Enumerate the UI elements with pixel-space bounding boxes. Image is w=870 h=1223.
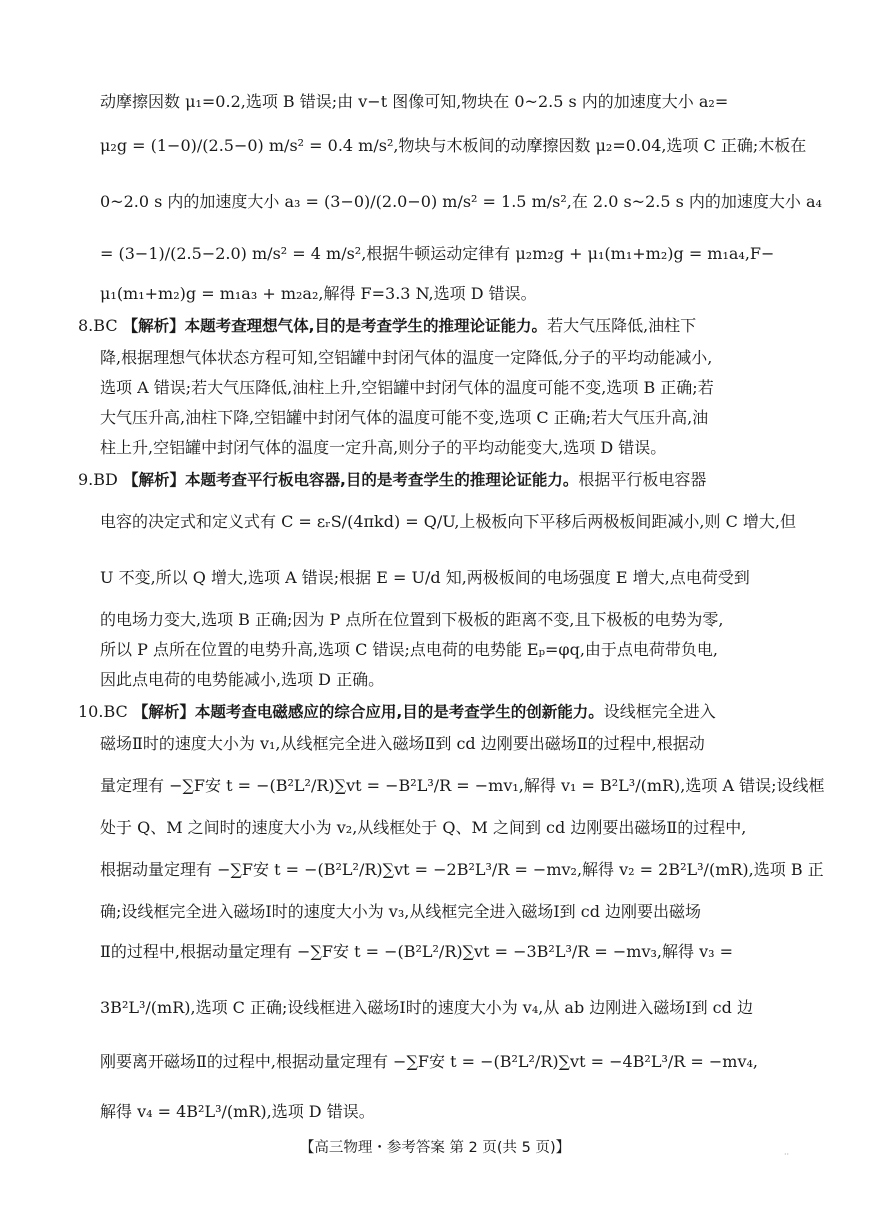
- q7-line-3: 0~2.0 s 内的加速度大小 a₃ = (3−0)/(2.0−0) m/s² = 1.5 m/s²,在 2.0 s~2.5 s 内的加速度大小 a₄: [100, 192, 822, 211]
- q8-line-2: 降,根据理想气体状态方程可知,空铝罐中封闭气体的温度一定降低,分子的平均动能减小,: [100, 348, 713, 367]
- q10-line-1-rest: 设线框完全进入: [603, 702, 716, 721]
- q8-answer: BC: [93, 316, 118, 335]
- q9-lead: 本题考查平行板电容器,目的是考查学生的推理论证能力。: [184, 471, 579, 489]
- q8-line-3: 选项 A 错误;若大气压降低,油柱上升,空铝罐中封闭气体的温度可能不变,选项 B 正确;若: [100, 378, 714, 397]
- q10-lead: 本题考查电磁感应的综合应用,目的是考查学生的创新能力。: [194, 703, 604, 721]
- q10-first-line: [78, 700, 798, 724]
- q10-line-2: 磁场Ⅱ时的速度大小为 v₁,从线框完全进入磁场Ⅱ到 cd 边刚要出磁场Ⅱ的过程中,根据动: [100, 734, 705, 753]
- q9-line-6: 因此点电荷的电势能减小,选项 D 正确。: [100, 670, 385, 689]
- q10-line-10: 解得 v₄ = 4B²L³/(mR),选项 D 错误。: [100, 1102, 375, 1121]
- q10-line-6: 确;设线框完全进入磁场Ⅰ时的速度大小为 v₃,从线框完全进入磁场Ⅰ到 cd 边刚要出磁场: [100, 902, 702, 921]
- q7-line-2: μ₂g = (1−0)/(2.5−0) m/s² = 0.4 m/s²,物块与木板间的动摩擦因数 μ₂=0.04,选项 C 正确;木板在: [100, 136, 807, 155]
- q8-tag: 【解析】: [122, 317, 185, 335]
- q8-number: 8.: [78, 316, 94, 335]
- q7-line-5: μ₁(m₁+m₂)g = m₁a₃ + m₂a₂,解得 F=3.3 N,选项 D 错误。: [100, 284, 537, 303]
- q10-line-8: 3B²L³/(mR),选项 C 正确;设线框进入磁场Ⅰ时的速度大小为 v₄,从 ab 边刚进入磁场Ⅰ到 cd 边: [100, 998, 753, 1017]
- q10-line-5: 根据动量定理有 −∑F安 t = −(B²L²/R)∑vt = −2B²L³/R = −mv₂,解得 v₂ = 2B²L³/(mR),选项 B 正: [100, 860, 824, 879]
- q9-tag: 【解析】: [122, 471, 185, 489]
- q10-answer: BC: [103, 702, 128, 721]
- corner-mark: ··: [784, 1150, 790, 1159]
- q9-number: 9.: [78, 470, 94, 489]
- q9-answer: BD: [93, 470, 118, 489]
- q8-line-5: 柱上升,空铝罐中封闭气体的温度一定升高,则分子的平均动能变大,选项 D 错误。: [100, 438, 667, 457]
- q9-line-1-rest: 根据平行板电容器: [578, 470, 707, 489]
- q10-line-7: Ⅱ的过程中,根据动量定理有 −∑F安 t = −(B²L²/R)∑vt = −3B²L³/R = −mv₃,解得 v₃ =: [100, 942, 734, 961]
- q9-first-line: [78, 468, 798, 492]
- q9-line-4: 的电场力变大,选项 B 正确;因为 P 点所在位置到下极板的距离不变,且下极板的电势为零,: [100, 610, 724, 629]
- q10-line-3: 量定理有 −∑F安 t = −(B²L²/R)∑vt = −B²L³/R = −mv₁,解得 v₁ = B²L³/(mR),选项 A 错误;设线框: [100, 776, 825, 795]
- q10-line-4: 处于 Q、M 之间时的速度大小为 v₂,从线框处于 Q、M 之间到 cd 边刚要出磁场Ⅱ的过程中,: [100, 818, 747, 837]
- q9-line-3: U 不变,所以 Q 增大,选项 A 错误;根据 E = U/d 知,两极板间的电场强度 E 增大,点电荷受到: [100, 568, 750, 587]
- q10-number: 10.: [78, 702, 104, 721]
- q7-line-4: = (3−1)/(2.5−2.0) m/s² = 4 m/s²,根据牛顿运动定律有 μ₂m₂g + μ₁(m₁+m₂)g = m₁a₄,F−: [100, 244, 775, 263]
- q8-line-1-rest: 若大气压降低,油柱下: [547, 316, 697, 335]
- q10-line-9: 刚要离开磁场Ⅱ的过程中,根据动量定理有 −∑F安 t = −(B²L²/R)∑vt = −4B²L³/R = −mv₄,: [100, 1052, 759, 1071]
- page-footer: 【高三物理・参考答案 第 2 页(共 5 页)】: [299, 1140, 571, 1156]
- q9-line-5: 所以 P 点所在位置的电势升高,选项 C 错误;点电荷的电势能 Eₚ=φq,由于点电荷带负电,: [100, 640, 719, 659]
- q10-tag: 【解析】: [132, 703, 195, 721]
- q7-line-1: 动摩擦因数 μ₁=0.2,选项 B 错误;由 v−t 图像可知,物块在 0~2.5 s 内的加速度大小 a₂=: [100, 92, 729, 111]
- q8-line-4: 大气压升高,油柱下降,空铝罐中封闭气体的温度可能不变,选项 C 正确;若大气压升高,油: [100, 408, 709, 427]
- q8-first-line: [78, 314, 798, 338]
- q8-lead: 本题考查理想气体,目的是考查学生的推理论证能力。: [184, 317, 548, 335]
- q9-line-2: 电容的决定式和定义式有 C = εᵣS/(4πkd) = Q/U,上极板向下平移后两极板间距减小,则 C 增大,但: [100, 512, 796, 531]
